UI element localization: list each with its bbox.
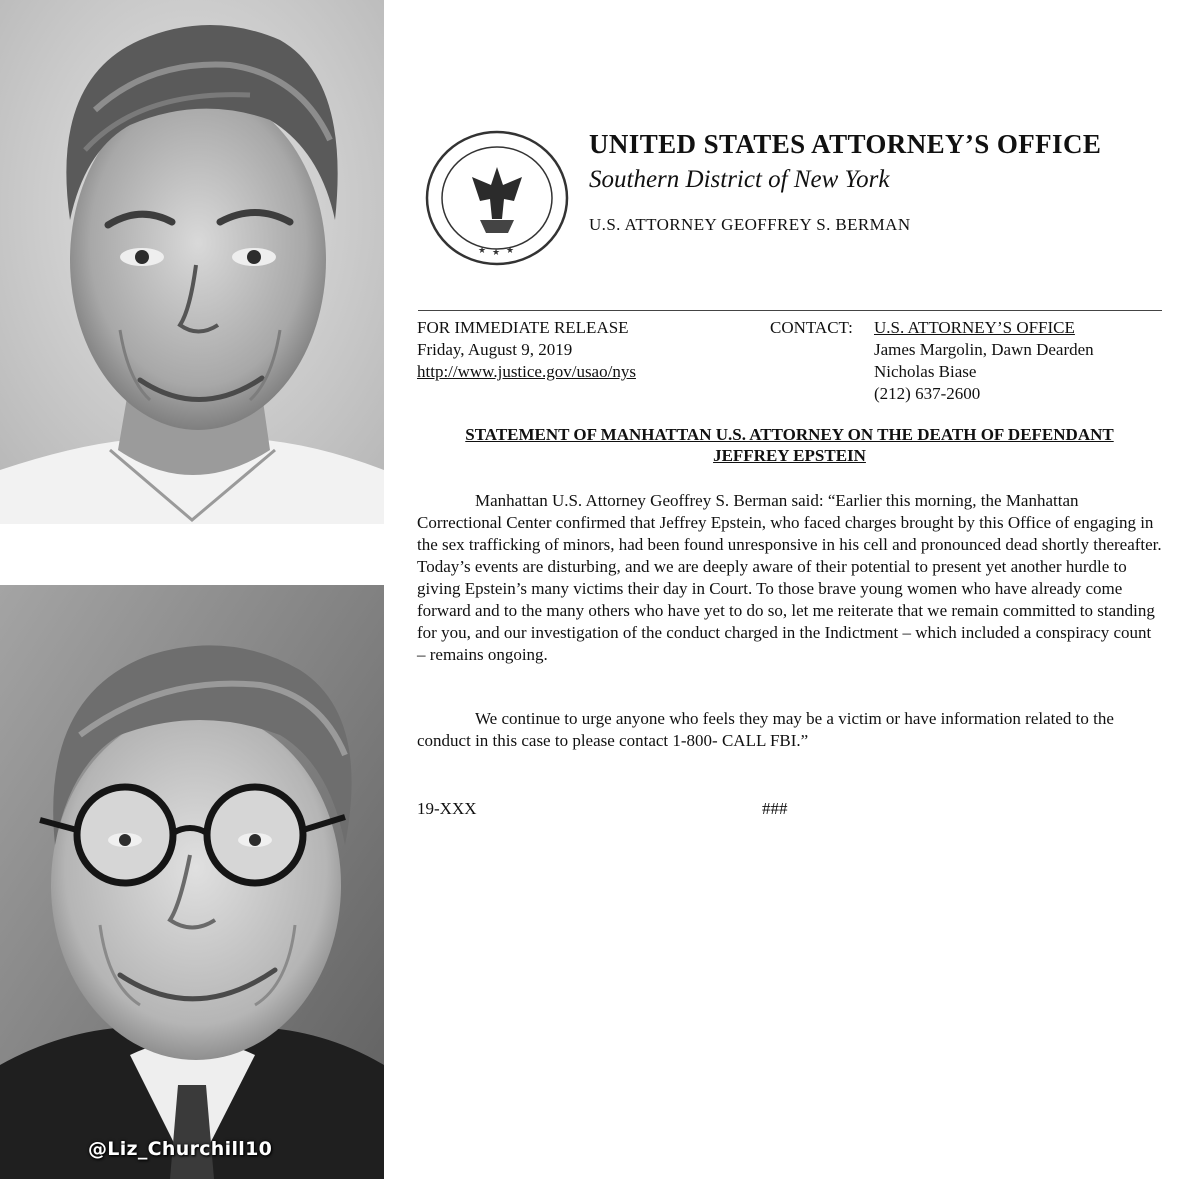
statement-paragraph-1: Manhattan U.S. Attorney Geoffrey S. Berman said: “Earlier this morning, the Manhattan Correctional Center confirmed that Jeffrey Epstein, who faced charges brought by this Office of engaging in the sex trafficking of minors, had been found unresponsive in his cell and pronounced dead shortly thereafter. Today’s events are disturbing, and we are deeply aware of their potential to present yet another hurdle to giving Epstein’s many victims their day in Court. To those brave young women who have already come forward and to the many others who have yet to do so, let me reiterate that we remain committed to standing for you, and our investigation of the conduct charged in the Indictment – which included a conspiracy count – remains ongoing.: [417, 491, 1162, 664]
contact-names-1: James Margolin, Dawn Dearden: [874, 340, 1094, 359]
portrait-bottom-image: [0, 585, 384, 1179]
statement-paragraph-2: We continue to urge anyone who feels they may be a victim or have information related to the conduct in this case to please contact 1-800- CALL FBI.”: [417, 709, 1114, 750]
svg-text:★: ★: [478, 246, 487, 256]
release-url-link[interactable]: http://www.justice.gov/usao/nys: [417, 362, 636, 381]
contact-office: U.S. ATTORNEY’S OFFICE: [874, 318, 1075, 337]
contact-block: [770, 317, 1094, 405]
portrait-top: [0, 0, 384, 524]
contact-phone: (212) 637-2600: [874, 384, 981, 403]
contact-label: CONTACT:: [770, 318, 853, 337]
svg-text:★: ★: [506, 246, 515, 256]
portrait-bottom: [0, 585, 384, 1179]
end-mark: ###: [762, 799, 788, 818]
contact-names-2: Nicholas Biase: [874, 362, 977, 381]
svg-text:★: ★: [492, 248, 501, 258]
release-date: Friday, August 9, 2019: [417, 340, 573, 359]
release-label: FOR IMMEDIATE RELEASE: [417, 318, 629, 337]
portrait-top-image: [0, 0, 384, 524]
header-divider: [418, 310, 1162, 311]
release-number: 19-XXX: [417, 799, 477, 818]
statement-title-line2: JEFFREY EPSTEIN: [713, 446, 866, 465]
office-attorney: U.S. ATTORNEY GEOFFREY S. BERMAN: [589, 215, 911, 234]
statement-title: [417, 424, 1162, 466]
doj-seal-icon: [420, 125, 574, 271]
office-title: UNITED STATES ATTORNEY’S OFFICE: [589, 129, 1102, 159]
office-subtitle: Southern District of New York: [589, 166, 890, 193]
watermark-handle: @Liz_Churchill10: [88, 1138, 273, 1160]
release-block: [417, 317, 636, 383]
statement-title-line1: STATEMENT OF MANHATTAN U.S. ATTORNEY ON THE DEATH OF DEFENDANT: [465, 425, 1114, 444]
